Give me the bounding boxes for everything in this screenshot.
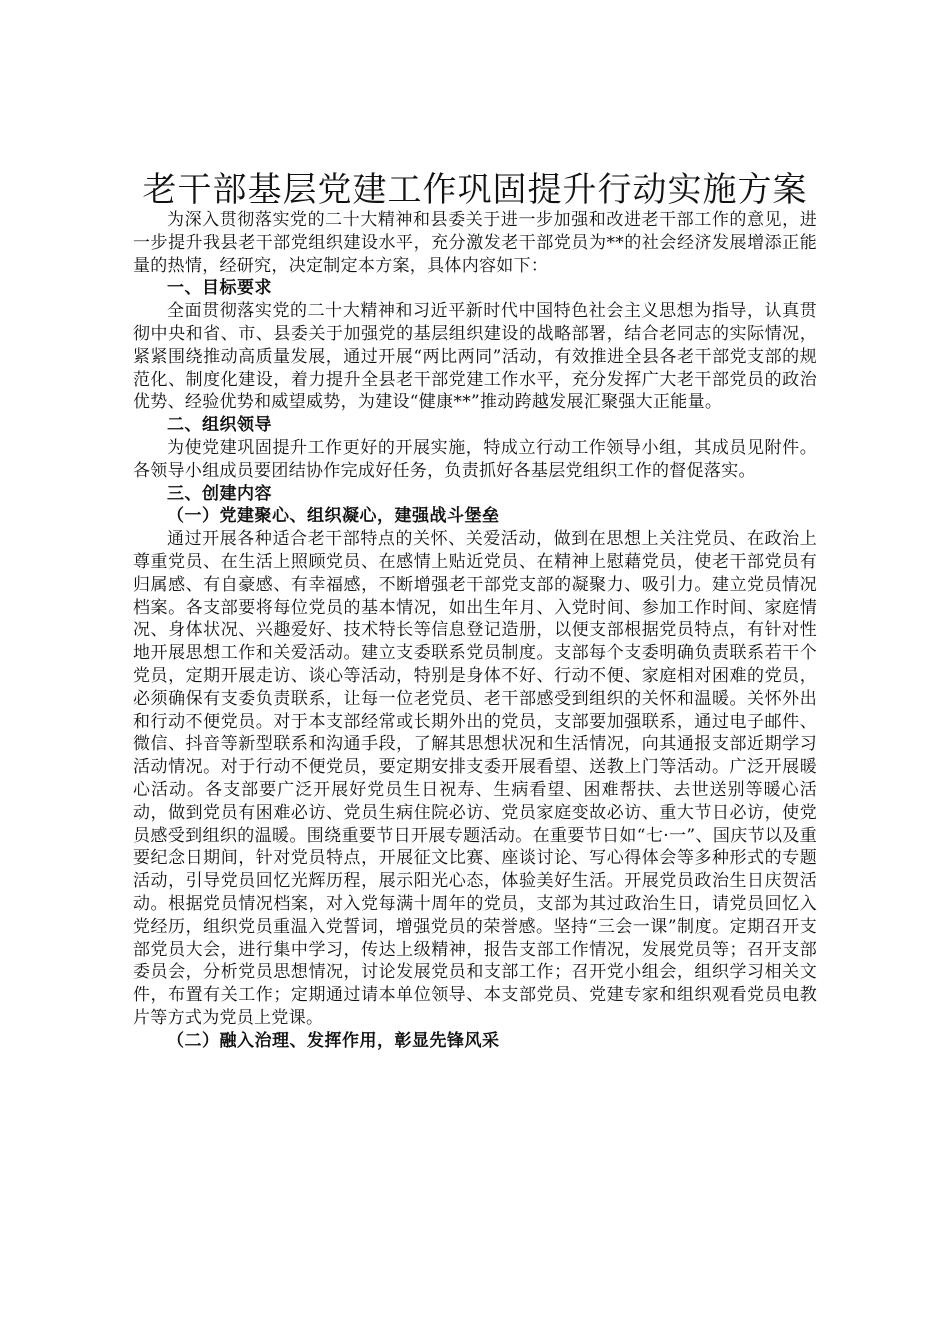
subsection-text-1: 通过开展各种适合老干部特点的关怀、关爱活动，做到在思想上关注党员、在政治上尊重党员、在生活上照顾党员、在感情上贴近党员、在精神上慰藉党员，使老干部党员有归属感、有自豪感、有幸福感，不断增强老干部党支部的凝聚力、吸引力。建立党员情况档案。各支部要将每位党员的基本情况，如出生年月、入党时间、参加工作时间、家庭情况、身体状况、兴趣爱好、技术特长等信息登记造册，以便支部根据党员特点，有针对性地开展思想工作和关爱活动。建立支委联系党员制度。支部每个支委明确负责联系若干个党员，定期开展走访、谈心等活动，特别是身体不好、行动不便、家庭相对困难的党员，必须确保有支委负责联系，让每一位老党员、老干部感受到组织的关怀和温暖。关怀外出和行动不便党员。对于本支部经常或长期外出的党员，支部要加强联系，通过电子邮件、微信、抖音等新型联系和沟通手段，了解其思想状况和生活情况，向其通报支部近期学习活动情况。对于行动不便党员，要定期安排支委开展看望、送教上门等活动。广泛开展暖心活动。各支部要广泛开展好党员生日祝寿、生病看望、困难帮扶、去世送别等暖心活动，做到党员有困难必访、党员生病住院必访、党员家庭变故必访、重大节日必访，使党员感受到组织的温暖。围绕重要节日开展专题活动。在重要节日如“七·一”、国庆节以及重要纪念日期间，针对党员特点，开展征文比赛、座谈讨论、写心得体会等多种形式的专题活动，引导党员回忆光辉历程，展示阳光心态，体验美好生活。开展党员政治生日庆贺活动。根据党员情况档案，对入党每满十周年的党员，支部为其过政治生日，请党员回忆入党经历，组织党员重温入党誓词，增强党员的荣誉感。坚持“三会一课”制度。定期召开支部党员大会，进行集中学习，传达上级精神，报告支部工作情况，发展党员等；召开支部委员会，分析党员思想情况，讨论发展党员和支部工作；召开党小组会，组织学习相关文件，布置有关工作；定期通过请本单位领导、本支部党员、党建专家和组织观看党员电教片等方式为党员上党课。: [133, 529, 817, 1028]
subsection-heading-1: （一）党建聚心、组织凝心，建强战斗堡垒: [167, 506, 500, 527]
section-heading-leadership: 二、组织领导: [167, 415, 272, 436]
section-heading-goals: 一、目标要求: [167, 278, 272, 299]
intro-paragraph: 为深入贯彻落实党的二十大精神和县委关于进一步加强和改进老干部工作的意见，进一步提升我县老干部党组织建设水平，充分激发老干部党员为**的社会经济发展增添正能量的热情，经研究，决定制定本方案，具体内容如下：: [133, 210, 817, 276]
section-text-leadership: 为使党建巩固提升工作更好的开展实施，特成立行动工作领导小组，其成员见附件。各领导小组成员要团结协作完成好任务，负责抓好各基层党组织工作的督促落实。: [133, 437, 817, 481]
document-title: 老干部基层党建工作巩固提升行动实施方案: [142, 170, 808, 210]
section-heading-content: 三、创建内容: [167, 483, 272, 504]
section-text-goals: 全面贯彻落实党的二十大精神和习近平新时代中国特色社会主义思想为指导，认真贯彻中央和省、市、县委关于加强党的基层组织建设的战略部署，结合老同志的实际情况，紧紧围绕推动高质量发展，通过开展“两比两同”活动，有效推进全县各老干部党支部的规范化、制度化建设，着力提升全县老干部党建工作水平，充分发挥广大老干部党员的政治优势、经验优势和威望威势，为建设“健康**”推动跨越发展汇聚强大正能量。: [133, 301, 817, 413]
document-body: [133, 209, 817, 1052]
subsection-heading-2: （二）融入治理、发挥作用，彰显先锋风采: [167, 1030, 500, 1051]
